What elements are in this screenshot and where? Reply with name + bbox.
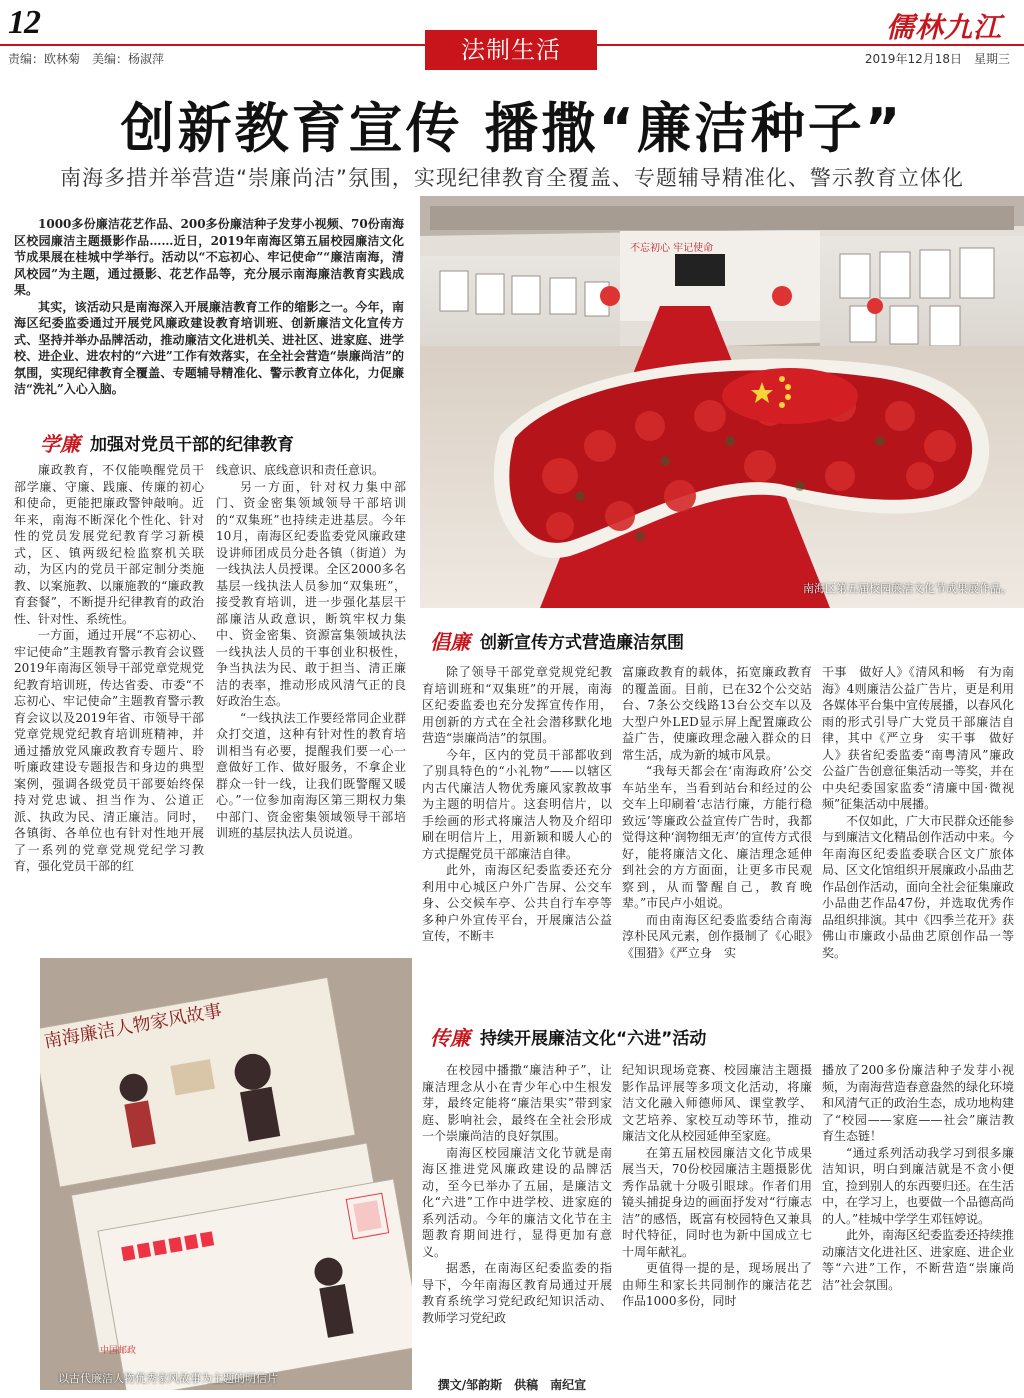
photo-caption: 以古代廉洁人物优秀家风故事为主题的明信片 [58, 1372, 278, 1385]
body-paragraph: 富廉政教育的载体，拓宽廉政教育的覆盖面。目前，已在32个公交站台、7条公交线路13台公交车以及大型户外LED显示屏上配置廉政公益广告，使廉政理念融入群众的日常生活，成为新的城市风景。 [622, 665, 812, 762]
section3-column-3 [822, 1062, 1014, 1293]
subheadline: 南海多措并举营造“崇廉尚洁”氛围，实现纪律教育全覆盖、专题辅导精准化、警示教育立体化 [60, 166, 964, 190]
photo-caption: 南海区第五届校园廉洁文化节成果展作品。 [803, 582, 1012, 595]
page-number: 12 [8, 4, 40, 41]
lead-block [14, 216, 404, 398]
section-heading-2 [430, 626, 684, 655]
section2-column-2 [622, 664, 812, 961]
body-paragraph: 在第五届校园廉洁文化节成果展当天，70份校园廉洁主题摄影优秀作品就十分吸引眼球。作者们用镜头捕捉身边的画面抒发对“行廉志洁”的感悟，既富有校园特色又兼具时代特征，同时也为新中国成立七十周年献礼。 [622, 1145, 812, 1259]
body-paragraph: “我每天都会在‘南海政府’公交车站坐车，当看到站台和经过的公交车上印刷着‘志洁行廉，方能行稳致远’等廉政公益宣传广告时，我都觉得这种‘润物细无声’的宣传方式很好，能将廉洁文化、廉洁理念延伸到社会的方方面面，让更多市民观察到，从而警醒自己，教育晚辈。”市民卢小姐说。 [622, 764, 812, 910]
header-rule-left [0, 44, 425, 46]
section-tag-chuanlian: 传廉 [430, 1026, 470, 1050]
body-paragraph: 不仅如此，广大市民群众还能参与到廉洁文化精品创作活动中来。今年南海区纪委监委联合区文广旅体局、区文化馆组织开展廉政小品曲艺作品创作活动，面向全社会征集廉政小品曲艺作品47份，并选取优秀作品组织排演。其中《四季兰花开》获佛山市廉政小品曲艺原创作品一等奖。 [822, 813, 1015, 960]
body-paragraph: 今年，区内的党员干部都收到了别具特色的“小礼物”——以辖区内古代廉洁人物优秀廉风家教故事为主题的明信片。这套明信片，以手绘画的形式将廉洁人物及介绍印刷在明信片上，用新颖和暖人心的方式提醒党员干部廉洁自律。 [422, 747, 612, 861]
body-paragraph: 另一方面，针对权力集中部门、资金密集领域领导干部培训的“双集班”也持续走进基层。今年10月，南海区纪委监委党风廉政建设讲师团成员分赴各镇（街道）为一线执法人员授课。全区2000多名基层一线执法人员参加“双集班”，接受教育培训，进一步强化基层干部廉洁从政意识，断筑牢权力集中、资金密集、资源富集领域执法一线执法人员的干事创业积极性，争当执法为民、敢于担当、清正廉洁的表率，推动形成风清气正的良好政治生态。 [216, 479, 406, 708]
exhibition-illustration [420, 196, 1024, 608]
masthead-logo: 儒林九江 [885, 11, 1002, 44]
section3-column-1 [422, 1062, 612, 1326]
section2-column-3 [822, 664, 1014, 961]
body-paragraph: 一方面，通过开展“不忘初心、牢记使命”主题教育警示教育会议暨2019年南海区领导干部党章党规党纪教育培训班，传达省委、市委“不忘初心、牢记使命”主题教育警示教育会议以及2019年省、市领导干部党章党规党纪教育培训班精神，并通过播放党风廉政教育专题片、聆听廉政建设专题报告和身边的典型案例，强调各级党员干部要始终保持对党忠诚、担当作为、公道正派、执政为民、清正廉洁。同时，各镇街、各单位也有针对性地开展了一系列的党章党规党纪学习教育，强化党员干部的红 [14, 628, 204, 873]
body-paragraph: 南海区校园廉洁文化节就是南海区推进党风廉政建设的品牌活动，至今已举办了五届，是廉洁文化“六进”工作中进学校、进家庭的系列活动。今年的廉洁文化节在主题教育期间进行，显得更加有意义。 [422, 1145, 612, 1259]
body-paragraph: 此外，南海区纪委监委还充分利用中心城区户外广告屏、公交车身、公交候车亭、公共自行车亭等多种户外宣传平台，开展廉洁公益宣传，不断丰 [422, 863, 612, 943]
section-title: 创新宣传方式营造廉洁氛围 [480, 633, 684, 653]
section-tag: 法制生活 [425, 30, 597, 70]
body-paragraph: 而由南海区纪委监委结合南海淳朴民风元素，创作摄制了《心眼》《围猎》《严立身 实 [622, 912, 812, 960]
section2-column-1 [422, 664, 612, 945]
body-paragraph: 除了领导干部党章党规党纪教育培训班和“双集班”的开展，南海区纪委监委也充分发挥宣传作用，用创新的方式在全社会潜移默化地营造“崇廉尚洁”的氛围。 [422, 665, 612, 745]
section3-column-2 [622, 1062, 812, 1310]
body-paragraph: “通过系列活动我学习到很多廉洁知识，明白到廉洁就是不贪小便宜，捡到别人的东西要归还。在生活中，在学习上，也要做一个品德高尚的人。”桂城中学学生邓钰婷说。 [822, 1145, 1015, 1226]
exhibition-banner: 不忘初心 牢记使命 [630, 243, 714, 254]
editor-credit: 责编：欧林菊 美编：杨淑萍 [8, 52, 165, 66]
issue-date: 2019年12月18日 星期三 [864, 52, 1010, 66]
postcard-illustration [40, 958, 412, 1390]
lead-paragraph: 1000多份廉洁花艺作品、200多份廉洁种子发芽小视频、70份南海区校园廉洁主题摄影作品……近日，2019年南海区第五届校园廉洁文化节成果展在桂城中学举行。活动以“不忘初心、牢记使命”“廉洁南海，清风校园”为主题，通过摄影、花艺作品等，充分展示南海廉洁教育实践成果。 [14, 217, 404, 297]
postcard-photo [40, 958, 412, 1390]
section1-column-2 [216, 462, 406, 842]
body-paragraph: “一线执法工作要经常同企业群众打交道，这种有针对性的教育培训相当有必要，提醒我们要一心一意做好工作、做好服务，不拿企业群众一针一线，让我们既警醒又暖心。”一位参加南海区第三期权力集中部门、资金密集领域领导干部培训班的基层执法人员说道。 [216, 710, 406, 840]
postal-logo: 中国邮政 [100, 1346, 137, 1356]
body-paragraph: 在校园中播撒“廉洁种子”，让廉洁理念从小在青少年心中生根发芽，最终定能将“廉洁果实”带到家庭、影响社会，最终在全社会形成一个崇廉尚洁的良好氛围。 [422, 1063, 612, 1143]
headline: 创新教育宣传 播撒“廉洁种子” [120, 97, 904, 160]
body-paragraph: 干事 做好人》《清风和畅 有为南海》4则廉洁公益广告片，更是利用各媒体平台集中宣传展播，以春风化雨的形式引导广大党员干部廉洁自律，其中《严立身 实干事 做好人》获省纪委监委“南粤清风”廉政公益广告创意征集活动一等奖，并在中央纪委国家监委“清廉中国·微视频”征集活动中展播。 [822, 665, 1015, 811]
body-paragraph: 更值得一提的是，现场展出了由师生和家长共同制作的廉洁花艺作品1000多份，同时 [622, 1261, 812, 1308]
section-title: 持续开展廉洁文化“六进”活动 [480, 1029, 707, 1049]
exhibition-photo [420, 196, 1024, 608]
section-tag-changlian: 倡廉 [430, 630, 470, 654]
section-heading-3 [430, 1022, 706, 1051]
postcard-title: 南海廉洁人物家风故事 [42, 1000, 224, 1053]
section-tag-xuelian: 学廉 [40, 432, 80, 456]
body-paragraph: 据悉，在南海区纪委监委的指导下，今年南海区教育局通过开展教育系统学习党纪政纪知识活动、教师学习党纪政 [422, 1261, 612, 1325]
body-paragraph: 线意识、底线意识和责任意识。 [216, 463, 385, 477]
body-paragraph: 此外，南海区纪委监委还持续推动廉洁文化进社区、进家庭、进企业等“六进”工作，不断营造“崇廉尚洁”社会氛围。 [822, 1228, 1015, 1292]
body-paragraph: 纪知识现场竞赛、校园廉洁主题摄影作品评展等多项文化活动，将廉洁文化融入师德师风、课堂教学、文艺培养、家校互动等环节，推动廉洁文化从校园延伸至家庭。 [622, 1063, 812, 1143]
byline: 撰文/邹韵斯 供稿 南纪宣 [437, 1378, 587, 1392]
body-paragraph: 播放了200多份廉洁种子发芽小视频，为南海营造春意盎然的绿化环境和风清气正的政治生态，成功地构建了“校园——家庭——社会”廉洁教育生态链！ [822, 1063, 1015, 1143]
lead-paragraph: 其实，该活动只是南海深入开展廉洁教育工作的缩影之一。今年，南海区纪委监委通过开展党风廉政建设教育培训班、创新廉洁文化宣传方式、坚持并举办品牌活动，推动廉洁文化进机关、进社区、进家庭、进学校、进企业、进农村的“六进”工作有效落实，在全社会营造“崇廉尚洁”的氛围，实现纪律教育全覆盖、专题辅导精准化、警示教育立体化，力促廉洁“洗礼”入心入脑。 [14, 299, 404, 396]
section1-column-1 [14, 462, 204, 875]
body-paragraph: 廉政教育，不仅能唤醒党员干部学廉、守廉、践廉、传廉的初心和使命，更能把廉政警钟敲响。近年来，南海不断深化个性化、针对性的党员发展党纪教育学习新模式，区、镇两级纪检监察机关联动，为区内的党员干部定制分类施教、以案施教、以廉施教的“廉政教育套餐”，不断提升纪律教育的政治性、针对性、系统性。 [14, 463, 204, 626]
section-title: 加强对党员干部的纪律教育 [90, 435, 294, 455]
section-heading-1 [40, 428, 294, 457]
